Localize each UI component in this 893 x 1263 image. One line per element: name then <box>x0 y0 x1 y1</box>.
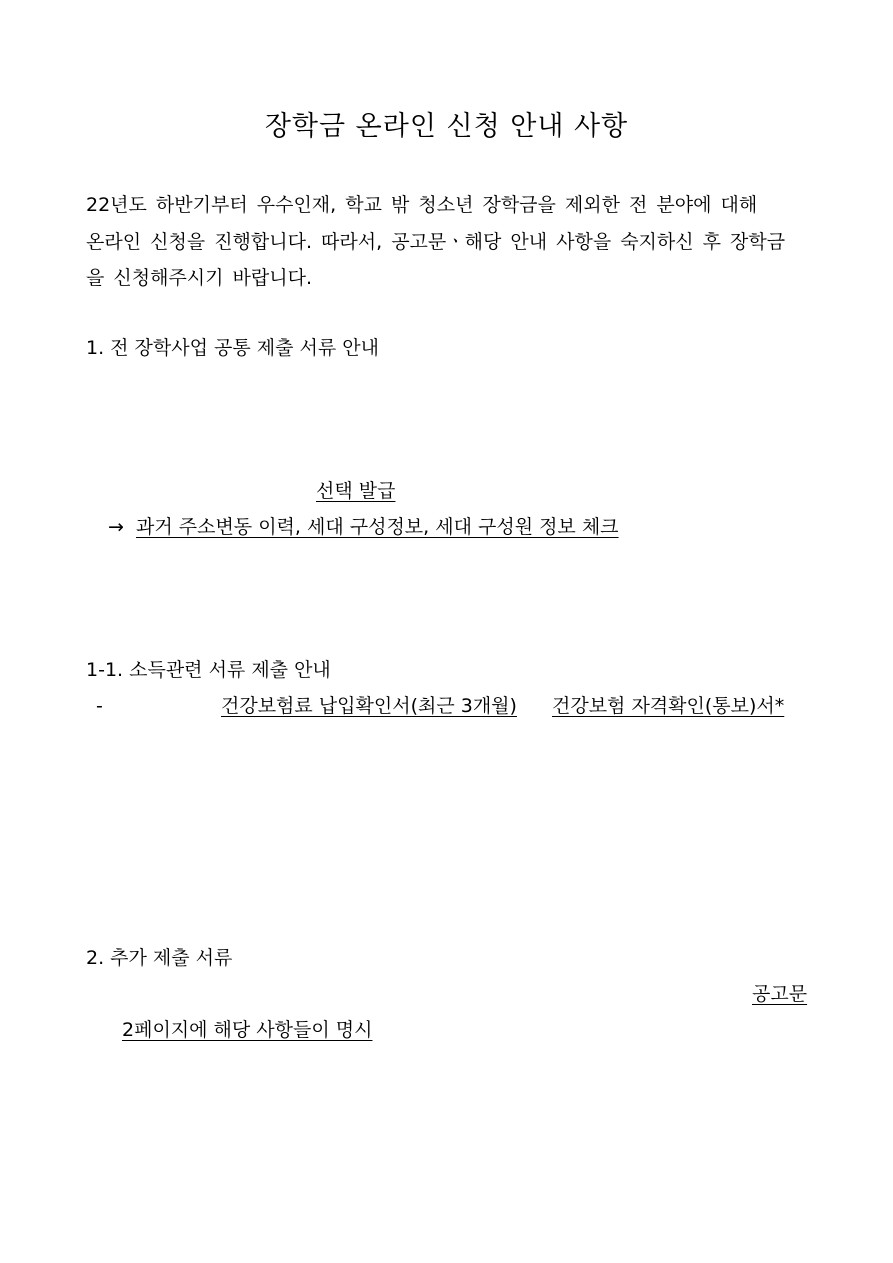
select-issue-label: 선택 발급 <box>316 480 396 502</box>
page-title: 장학금 온라인 신청 안내 사항 <box>264 111 629 142</box>
page-note: 2페이지에 해당 사항들이 명시 <box>122 1019 373 1041</box>
insurance-qualification-doc: 건강보험 자격확인(통보)서* <box>552 695 785 717</box>
section-1-1-heading: 1-1. 소득관련 서류 제출 안내 <box>86 659 331 681</box>
intro-line-1: 22년도 하반기부터 우수인재, 학교 밖 청소년 장학금을 제외한 전 분야에 대해 <box>86 194 758 216</box>
dash-bullet: - <box>96 695 103 717</box>
insurance-payment-doc: 건강보험료 납입확인서(최근 3개월) <box>221 695 517 717</box>
intro-line-2: 온라인 신청을 진행합니다. 따라서, 공고문ㆍ해당 안내 사항을 숙지하신 후 장학금 <box>86 230 786 253</box>
intro-paragraph <box>86 187 808 297</box>
intro-line-3: 을 신청해주시기 바랍니다. <box>86 267 313 289</box>
arrow-icon: → <box>108 516 124 538</box>
section-2-heading: 2. 추가 제출 서류 <box>86 947 233 969</box>
check-note: 과거 주소변동 이력, 세대 구성정보, 세대 구성원 정보 체크 <box>136 516 619 538</box>
notice-link: 공고문 <box>752 983 808 1005</box>
section-1-heading: 1. 전 장학사업 공통 제출 서류 안내 <box>86 337 379 359</box>
